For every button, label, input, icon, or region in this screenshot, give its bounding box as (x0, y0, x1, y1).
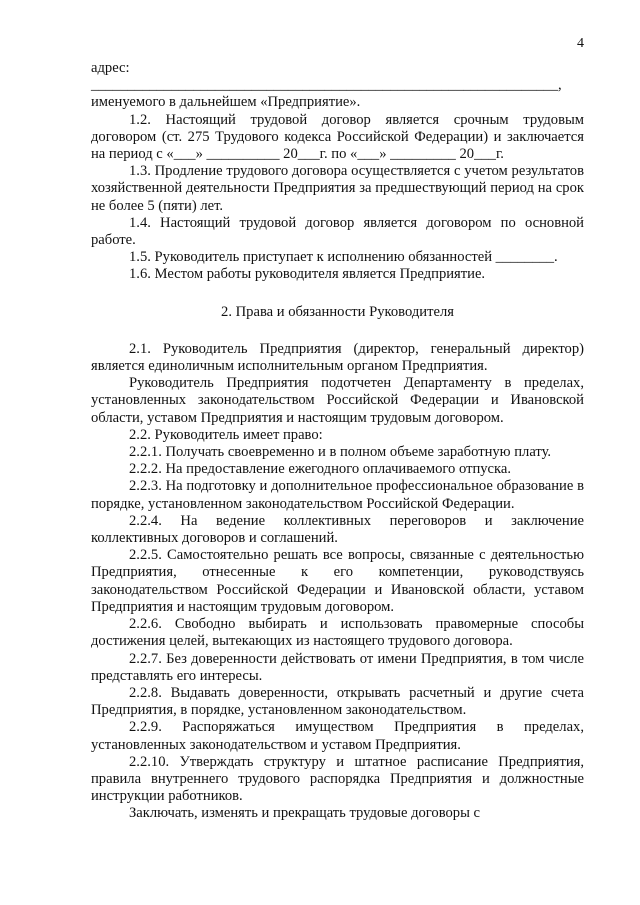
page-number: 4 (577, 36, 584, 51)
enterprise-name-line: именуемого в дальнейшем «Предприятие». (91, 94, 361, 111)
clause-contracts-continued: Заключать, изменять и прекращать трудовые договоры с (129, 805, 481, 822)
clause-2-2-1: 2.2.1. Получать своевременно и в полном объеме заработную плату. (129, 444, 552, 461)
clause-2-1: 2.1. Руководитель Предприятия (директор, генеральный директор) является единоличным исполнительным органом Предприятия. (91, 340, 584, 375)
clause-2-2-4: 2.2.4. На ведение коллективных переговоров и заключение коллективных договоров и соглашений. (91, 512, 584, 547)
document-body (91, 60, 584, 823)
clause-2-2-3: 2.2.3. На подготовку и дополнительное профессиональное образование в порядке, установленном законодательством Российской Федерации. (91, 478, 584, 512)
address-line: адрес: ________________________________________________________________, (91, 60, 562, 94)
clause-1-5: 1.5. Руководитель приступает к исполнению обязанностей ________. (129, 249, 558, 266)
clause-2-2-9: 2.2.9. Распоряжаться имуществом Предприятия в пределах, установленных законодательством и уставом Предприятия. (91, 719, 584, 753)
section-title: 2. Права и обязанности Руководителя (221, 303, 454, 320)
clause-1-3: 1.3. Продление трудового договора осуществляется с учетом результатов хозяйственной деятельности Предприятия за предшествующий период на срок не более 5 (пяти) лет. (91, 163, 584, 214)
clause-2-2-2: 2.2.2. На предоставление ежегодного оплачиваемого отпуска. (129, 461, 512, 478)
clause-2-2-7: 2.2.7. Без доверенности действовать от имени Предприятия, в том числе представлять его интересы. (91, 650, 584, 684)
clause-2-2-8: 2.2.8. Выдавать доверенности, открывать расчетный и другие счета Предприятия, в порядке, установленном законодательством. (91, 684, 584, 719)
clause-1-4: 1.4. Настоящий трудовой договор является договором по основной работе. (91, 214, 584, 249)
clause-2-2: 2.2. Руководитель имеет право: (129, 426, 323, 443)
clause-1-6: 1.6. Местом работы руководителя является Предприятие. (129, 266, 486, 283)
clause-2-1-accountability: Руководитель Предприятия подотчетен Департаменту в пределах, установленных законодательством Российской Федерации и Ивановской области, уставом Предприятия и настоящим трудовым договором. (91, 375, 584, 426)
clause-2-2-6: 2.2.6. Свободно выбирать и использовать правомерные способы достижения целей, вытекающих из настоящего трудового договора. (91, 616, 584, 650)
clause-2-2-10: 2.2.10. Утверждать структуру и штатное расписание Предприятия, правила внутреннего трудового распорядка Предприятия и должностные инструкции работников. (91, 753, 584, 805)
clause-2-2-5: 2.2.5. Самостоятельно решать все вопросы, связанные с деятельностью Предприятия, отнесенные к его компетенции, руководствуясь законодательством Российской Федерации и Ивановской области, уставом Предприятия и настоящим трудовым договором. (91, 547, 584, 615)
clause-1-2: 1.2. Настоящий трудовой договор является срочным трудовым договором (ст. 275 Трудового кодекса Российской Федерации) и заключается на период с «___» __________ 20___г. по «___» _________ 20___г. (91, 111, 584, 163)
